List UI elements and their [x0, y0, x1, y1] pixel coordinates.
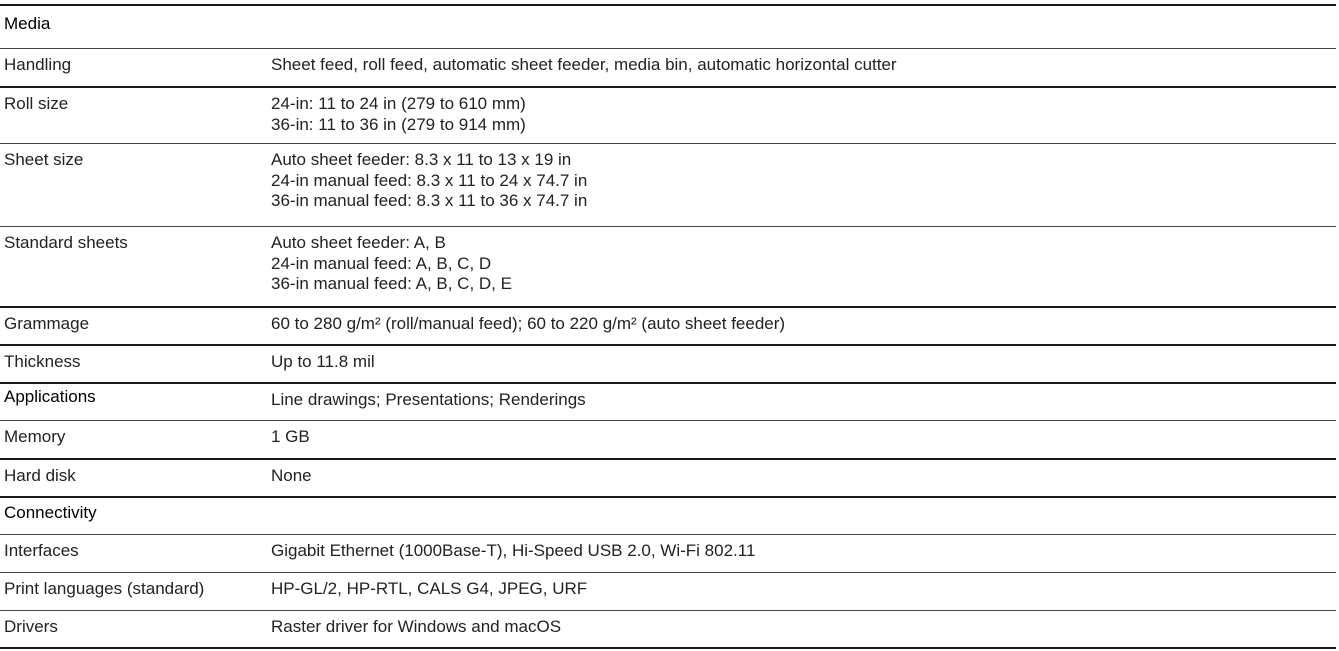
- spec-row-memory: [0, 420, 1336, 458]
- value-line: 24-in: 11 to 24 in (279 to 610 mm): [271, 94, 526, 113]
- spec-value: [271, 579, 587, 600]
- table-bottom-rule: [0, 647, 1336, 649]
- value-line: Auto sheet feeder: 8.3 x 11 to 13 x 19 in: [271, 150, 572, 169]
- spec-label: Memory: [4, 427, 66, 446]
- spec-row-drivers: [0, 610, 1336, 647]
- value-line: 60 to 280 g/m² (roll/manual feed); 60 to 220 g/m² (auto sheet feeder): [271, 314, 786, 333]
- spec-value: [271, 314, 785, 335]
- value-line: Raster driver for Windows and macOS: [271, 617, 562, 636]
- spec-label: Standard sheets: [4, 233, 128, 252]
- spec-row-print-languages: [0, 572, 1336, 610]
- spec-row-interfaces: [0, 534, 1336, 572]
- spec-value: [271, 427, 310, 448]
- value-line: Auto sheet feeder: A, B: [271, 233, 446, 252]
- value-line: 24-in manual feed: 8.3 x 11 to 24 x 74.7 in: [271, 170, 588, 190]
- spec-value: [271, 390, 586, 411]
- spec-label: Thickness: [4, 352, 81, 371]
- spec-label: Interfaces: [4, 541, 79, 560]
- spec-label: Grammage: [4, 314, 90, 333]
- spec-row-sheet-size: [0, 143, 1336, 226]
- spec-value: [271, 94, 526, 135]
- spec-value: [271, 233, 512, 295]
- spec-row-standard-sheets: [0, 226, 1336, 306]
- section-row-media: [0, 4, 1336, 48]
- spec-label: Handling: [4, 55, 72, 74]
- value-line: 36-in: 11 to 36 in (279 to 914 mm): [271, 114, 526, 134]
- spec-row-roll-size: [0, 86, 1336, 143]
- spec-row-handling: [0, 48, 1336, 86]
- spec-row-thickness: [0, 344, 1336, 382]
- section-row-connectivity: [0, 496, 1336, 534]
- value-line: 1 GB: [271, 427, 310, 446]
- value-line: None: [271, 466, 312, 485]
- value-line: Up to 11.8 mil: [271, 352, 375, 371]
- spec-value: [271, 466, 312, 487]
- section-title: Media: [4, 14, 51, 33]
- spec-value: [271, 150, 587, 212]
- spec-label: Sheet size: [4, 150, 84, 169]
- spec-label: Drivers: [4, 617, 58, 636]
- spec-label: Print languages (standard): [4, 579, 205, 598]
- spec-value: [271, 55, 897, 76]
- value-line: HP-GL/2, HP-RTL, CALS G4, JPEG, URF: [271, 579, 588, 598]
- spec-label: Hard disk: [4, 466, 76, 485]
- section-title: Connectivity: [4, 503, 97, 522]
- spec-label: Roll size: [4, 94, 69, 113]
- value-line: Gigabit Ethernet (1000Base-T), Hi-Speed USB 2.0, Wi-Fi 802.11: [271, 541, 756, 560]
- value-line: 36-in manual feed: A, B, C, D, E: [271, 274, 512, 293]
- value-line: Line drawings; Presentations; Renderings: [271, 390, 586, 409]
- section-title: Applications: [4, 387, 96, 406]
- value-line: 24-in manual feed: A, B, C, D: [271, 253, 492, 273]
- spec-value: [271, 617, 561, 638]
- spec-value: [271, 352, 375, 373]
- spec-row-grammage: [0, 306, 1336, 344]
- value-line: 36-in manual feed: 8.3 x 11 to 36 x 74.7 in: [271, 191, 588, 210]
- spec-value: [271, 541, 755, 562]
- spec-row-hard-disk: [0, 458, 1336, 496]
- section-row-applications: [0, 382, 1336, 420]
- value-line: Sheet feed, roll feed, automatic sheet feeder, media bin, automatic horizontal cutter: [271, 55, 897, 74]
